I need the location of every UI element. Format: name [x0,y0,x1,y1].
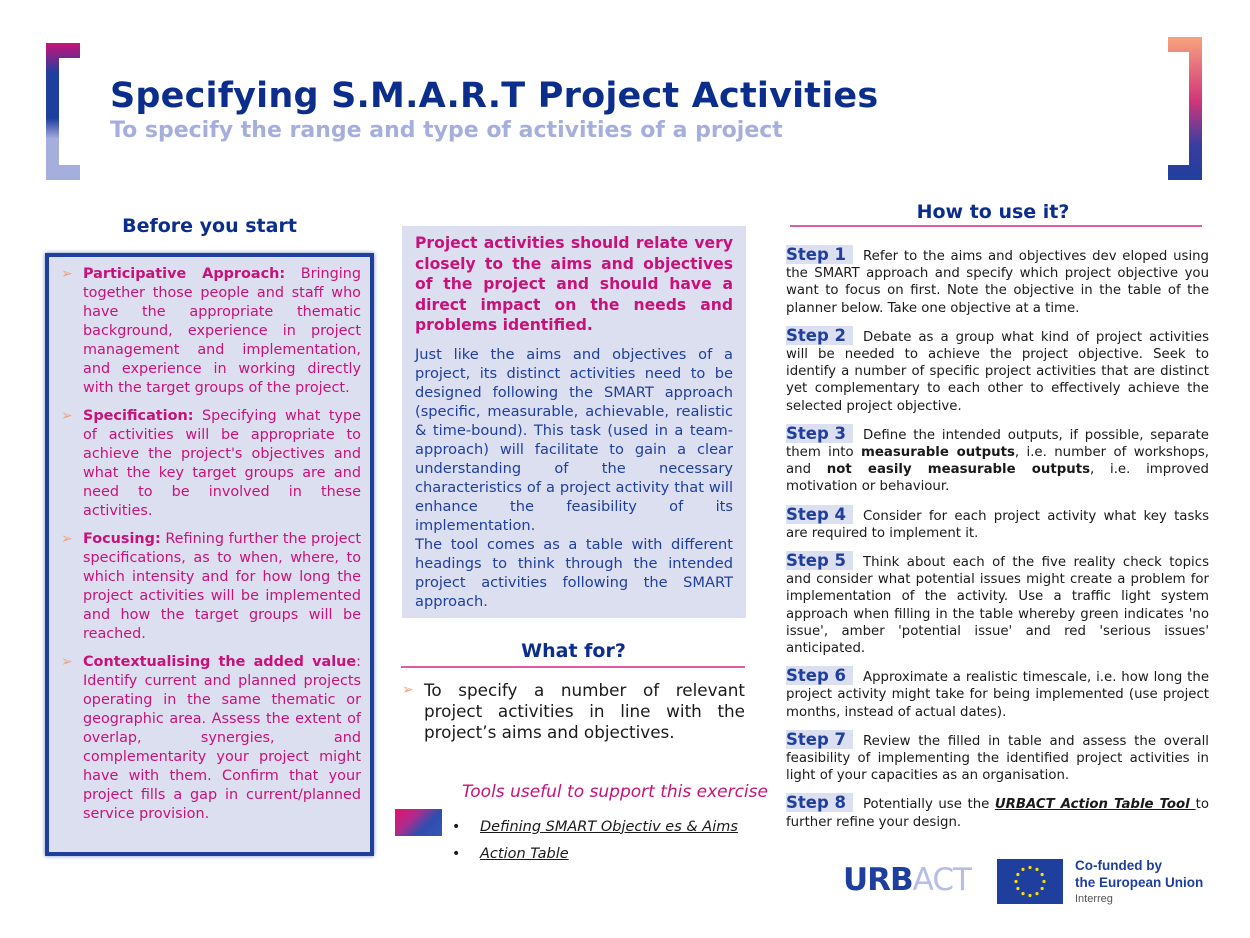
step-1 [786,245,1209,317]
arrow-bullet-icon: ➢ [61,408,73,424]
item-text: Refining further the project specifications, as to when, where, to which intensity and for how long the project activities will be implemented and how the target groups will be reached. [83,531,361,642]
step-6 [786,666,1209,721]
step-8 [786,793,1209,830]
eu-star-icon [1028,894,1031,897]
step-text: Refer to the aims and objectives dev eloped using the SMART approach and specify which project objective you want to focus on first. Note the objective in the table of the planner below. Take one objective at a time. [786,249,1209,316]
step-7 [786,730,1209,785]
eu-flag-icon [997,859,1063,904]
intro-body-2: The tool comes as a table with different headings to think through the intended project activities following the SMART approach. [415,535,733,610]
urbact-action-table-link[interactable]: URBACT Action Table Tool [994,797,1196,813]
eu-star-icon [1021,892,1024,895]
step-text: , i.e. number of workshops, and [786,445,1209,478]
divider [790,225,1202,227]
how-to-use-heading: How to use it? [916,201,1070,223]
what-for-item [402,680,745,743]
eu-star-icon [1028,866,1031,869]
item-text: Specifying what type of activities will be appropriate to achieve the project's objectives and what the key target groups are and need to be involved in these activities. [83,408,361,519]
step-2 [786,326,1209,415]
before-you-start-heading: Before you start [122,215,297,237]
before-you-start-box [45,253,374,856]
step-text: Define the intended outputs, if possible, separate them into [786,427,1209,461]
eu-star-icon [1041,873,1044,876]
arrow-bullet-icon: ➢ [402,682,414,698]
item-text: Bringing together those people and staff who have the appropriate thematic background, experience in project management and implementation, and experience in working directly with the target groups of the project. [83,266,361,396]
step-text: Debate as a group what kind of project activities will be needed to achieve the project objective. Seek to identify a number of specific project activities that are distinct yet complementary to each other to effectively achieve the selected project objective. [786,329,1209,414]
item-label: Specification: [83,408,194,424]
list-item [61,407,361,521]
left-bracket-decoration [46,43,80,180]
tool-list-item [452,840,738,867]
step-bold-text: measurable outputs [861,445,1015,461]
step-text: Review the filled in table and assess the overall feasibility of implementing the identified project activities in light of your capacities as an organisation. [786,733,1209,784]
arrow-bullet-icon: ➢ [61,266,73,282]
step-4 [786,505,1209,542]
eu-star-icon [1014,880,1017,883]
step-label: Step 7 [786,730,853,749]
divider [401,666,745,668]
step-label: Step 2 [786,326,853,345]
intro-box [402,226,746,618]
step-5 [786,551,1209,657]
step-label: Step 4 [786,505,853,524]
tool-link-smart-objectives[interactable]: Defining SMART Objectiv es & Aims [480,818,738,835]
bullet-icon: • [452,818,461,835]
step-text: Potentially use the [863,797,995,813]
step-label: Step 3 [786,424,853,443]
intro-lead: Project activities should relate very closely to the aims and objectives of the project and should have a direct impact on the needs and problems identified. [415,234,733,335]
step-bold-text: not easily measurable outputs [826,462,1091,478]
step-label: Step 8 [786,793,853,812]
step-text: Think about each of the five reality check topics and consider what potential issues might create a problem for implementation of the activity. Use a traffic light system approach when filling in the table whereby green indicates 'no issue', amber 'potential issue' and red 'serious issues' anticipated. [786,555,1209,657]
step-text: Consider for each project activity what key tasks are required to implement it. [786,508,1209,541]
step-text: to further refine your design. [786,797,1210,830]
list-item [61,653,361,824]
step-3 [786,424,1209,496]
eu-star-icon [1042,880,1045,883]
tools-thumbnail-image [395,809,442,836]
eu-star-icon [1035,868,1038,871]
eu-star-icon [1016,873,1019,876]
urbact-logo: URBACT [843,862,971,898]
tool-list-item [452,813,738,840]
list-item [61,530,361,644]
eu-star-icon [1041,887,1044,890]
step-text: , i.e. improved motivation or behaviour. [786,462,1209,495]
item-text: : Identify current and planned projects operating in the same thematic or geographic area. Assess the extent of overlap, synergies, and complementarity your project might have with them. Confirm that your project fills a gap in current/planned service provision. [83,654,361,822]
eu-star-icon [1021,868,1024,871]
eu-cofunding-label: Co-funded by the European Union Interreg [1075,858,1204,905]
tools-heading: Tools useful to support this exercise [462,782,768,802]
tools-list [452,813,738,867]
list-item [61,265,361,398]
page-subtitle: To specify the range and type of activities of a project [110,118,783,143]
page-title: Specifying S.M.A.R.T Project Activities [110,76,879,116]
step-label: Step 5 [786,551,853,570]
eu-star-icon [1016,887,1019,890]
arrow-bullet-icon: ➢ [61,654,73,670]
right-bracket-decoration [1168,37,1202,180]
step-label: Step 6 [786,666,853,685]
steps-list [786,245,1209,840]
intro-body-1: Just like the aims and objectives of a project, its distinct activities need to be designed following the SMART approach (specific, measurable, achievable, realistic & time-bound). This task (used in a team-approach) will facilitate to gain a clear understanding of the necessary characteristics of a project activity that will enhance the feasibility of its implementation. [415,345,733,534]
tool-link-action-table[interactable]: Action Table [480,845,569,862]
item-label: Participative Approach: [83,266,286,282]
what-for-text: To specify a number of relevant project activities in line with the project’s aims and objectives. [424,680,745,742]
bullet-icon: • [452,845,461,862]
arrow-bullet-icon: ➢ [61,531,73,547]
step-label: Step 1 [786,245,853,264]
item-label: Focusing: [83,531,161,547]
what-for-heading: What for? [521,640,626,662]
step-text: Approximate a realistic timescale, i.e. how long the project activity might take for being implemented (use project months, instead of actual dates). [786,670,1209,720]
item-label: Contextualising the added value [83,654,357,670]
eu-star-icon [1035,892,1038,895]
